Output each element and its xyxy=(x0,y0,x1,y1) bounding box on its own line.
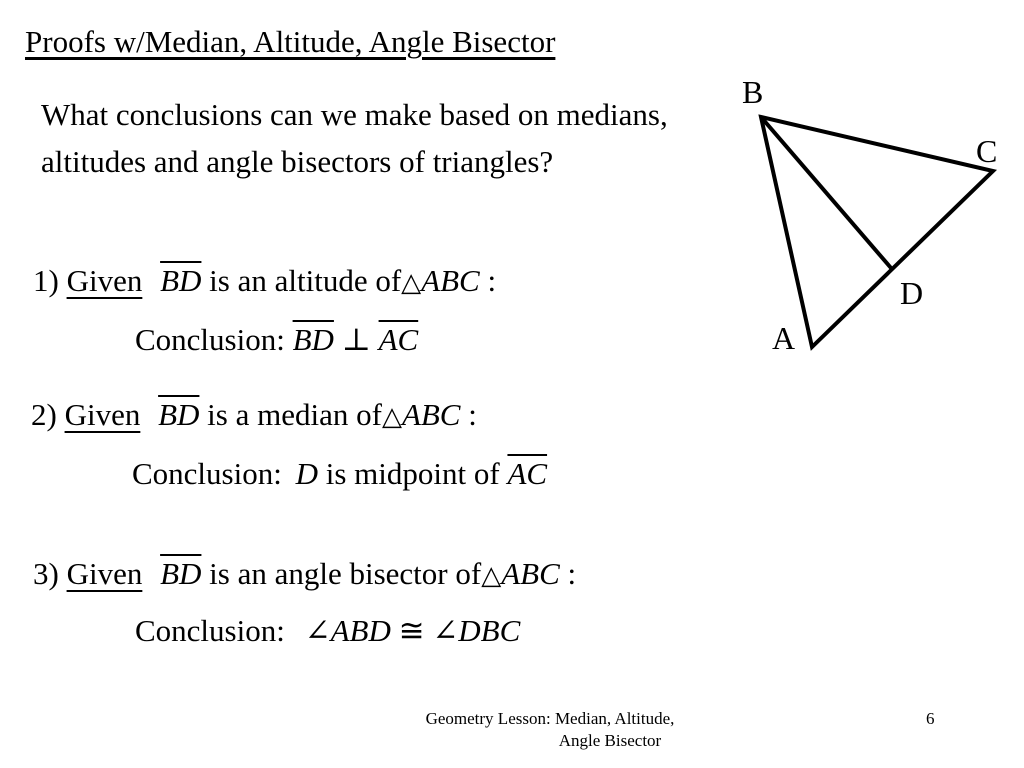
triangle-abc xyxy=(761,117,993,347)
conclusion-label: Conclusion: xyxy=(135,613,285,648)
vertex-label-a: A xyxy=(772,320,796,356)
given-text: is a median of xyxy=(207,397,382,432)
segment-ac: $\overline{AC}$ xyxy=(507,456,548,491)
triangle-name: ABC xyxy=(501,556,560,591)
perpendicular-symbol: ⊥ xyxy=(341,322,371,357)
item-number: 1) xyxy=(33,263,59,298)
given-text: is an altitude of xyxy=(209,263,402,298)
point-label-d: D xyxy=(900,275,924,311)
vertex-label-b: B xyxy=(742,74,764,110)
colon: : xyxy=(487,263,497,298)
segment-bd: $\overline{BD}$ xyxy=(160,556,202,591)
footer-caption xyxy=(390,708,710,752)
given-label: Given xyxy=(64,397,141,432)
segment-bd-line xyxy=(761,117,891,268)
given-label: Given xyxy=(66,556,143,591)
colon: : xyxy=(567,556,577,591)
congruent-symbol: ≅ xyxy=(398,613,425,648)
slide-title: Proofs w/Median, Altitude, Angle Bisector xyxy=(25,24,556,59)
intro-question: What conclusions can we make based on medians, altitudes and angle bisectors of triangles? xyxy=(41,97,668,179)
vertex-label-c: C xyxy=(976,133,998,169)
triangle-symbol: △ xyxy=(381,402,402,431)
angle-abd: ∠ABD xyxy=(304,613,391,648)
colon: : xyxy=(468,397,477,432)
given-label: Given xyxy=(66,263,143,298)
item-number: 2) xyxy=(31,397,57,432)
triangle-symbol: △ xyxy=(481,561,502,590)
angle-dbc: ∠DBC xyxy=(432,613,521,648)
footer-line-2: Angle Bisector xyxy=(558,731,662,750)
segment-bd: $\overline{BD}$ xyxy=(158,397,200,432)
segment-bd: $\overline{BD}$ xyxy=(292,322,334,357)
triangle-symbol: △ xyxy=(401,268,422,297)
conclusion-label: Conclusion: xyxy=(132,456,282,491)
item-number: 3) xyxy=(33,556,59,591)
triangle-name: ABC xyxy=(401,397,461,432)
page-number: 6 xyxy=(926,709,935,728)
conclusion-text: is midpoint of xyxy=(325,456,500,491)
conclusion-label: Conclusion: xyxy=(135,322,285,357)
given-text: is an angle bisector of xyxy=(209,556,482,591)
footer-line-1: Geometry Lesson: Median, Altitude, xyxy=(425,709,675,728)
segment-bd: $\overline{BD}$ xyxy=(160,263,202,298)
point-d: D xyxy=(295,456,318,491)
segment-ac: $\overline{AC}$ xyxy=(378,322,419,357)
triangle-name: ABC xyxy=(421,263,480,298)
